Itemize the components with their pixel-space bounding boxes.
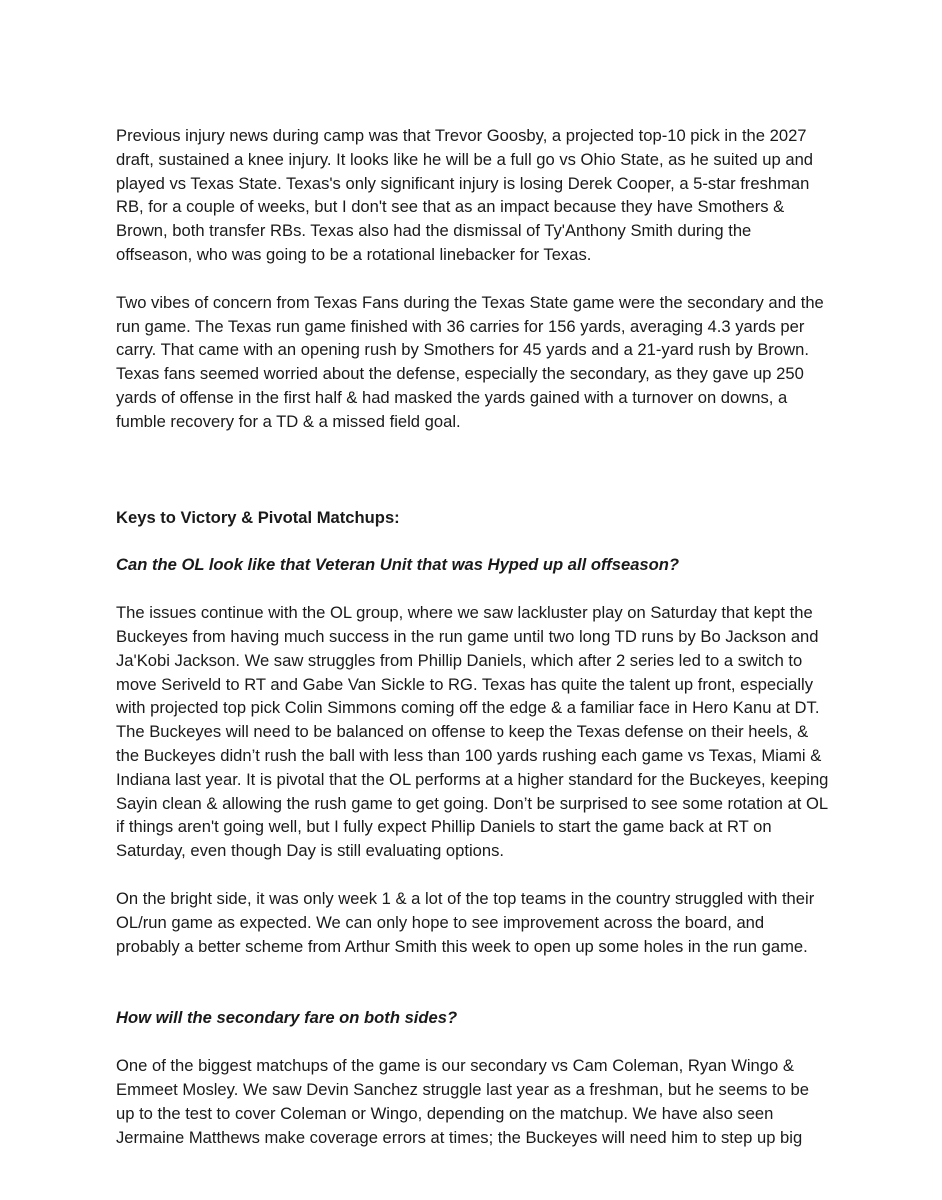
section-heading: Keys to Victory & Pivotal Matchups: [116,507,400,527]
concern-paragraph: Two vibes of concern from Texas Fans during the Texas State game were the secondary and the run game. The Texas run game finished with 36 carries for 156 yards, averaging 4.3 yards per carry. That came with an opening rush by Smothers for 45 yards and a 21-yard rush by Brown. Texas fans seemed worried about the defense, especially the secondary, as they gave up 250 yards of offense in the first half & had masked the yards gained with a turnover on downs, a fumble recovery for a TD & a missed field goal. [116,292,824,431]
secondary-paragraph: One of the biggest matchups of the game is our secondary vs Cam Coleman, Ryan Wingo & Emmeet Mosley. We saw Devin Sanchez struggle last year as a freshman, but he seems to be up to the test to cover Coleman or Wingo, depending on the matchup. We have also seen Jermaine Matthews make coverage errors at times; the Buckeyes will need him to step up big [116,1056,809,1147]
paragraph-spacer [116,577,832,601]
paragraph-spacer [116,529,832,553]
secondary-subheading: How will the secondary fare on both sides? [116,1008,458,1028]
paragraph-spacer [116,267,832,291]
ol-bright-side-paragraph: On the bright side, it was only week 1 & a lot of the top teams in the country struggled with their OL/run game as expected. We can only hope to see improvement across the board, and probably a better scheme from Arthur Smith this week to open up some holes in the run game. [116,888,815,956]
ol-subheading: Can the OL look like that Veteran Unit that was Hyped up all offseason? [116,555,680,575]
ol-paragraph: The issues continue with the OL group, where we saw lackluster play on Saturday that kept the Buckeyes from having much success in the run game until two long TD runs by Bo Jackson and Ja'Kobi Jackson. We saw struggles from Phillip Daniels, which after 2 series led to a switch to move Seriveld to RT and Gabe Van Sickle to RG. Texas has quite the talent up front, especially with projected top pick Colin Simmons coming off the edge & a familiar face in Hero Kanu at DT. The Buckeyes will need to be balanced on offense to keep the Texas defense on their heels, & the Buckeyes didn’t rush the ball with less than 100 yards rushing each game vs Texas, Miami & Indiana last year. It is pivotal that the OL performs at a higher standard for the Buckeyes, keeping Sayin clean & allowing the rush game to get going. Don’t be surprised to see some rotation at OL if things aren't going well, but I fully expect Phillip Daniels to start the game back at RT on Saturday, even though Day is still evaluating options. [116,603,829,861]
paragraph-spacer [116,863,832,887]
section-spacer [116,434,832,506]
document-body [116,124,832,1149]
injury-paragraph: Previous injury news during camp was that Trevor Goosby, a projected top-10 pick in the 2027 draft, sustained a knee injury. It looks like he will be a full go vs Ohio State, as he suited up and played vs Texas State. Texas's only significant injury is losing Derek Cooper, a 5-star freshman RB, for a couple of weeks, but I don't see that as an impact because they have Smothers & Brown, both transfer RBs. Texas also had the dismissal of Ty'Anthony Smith during the offseason, who was going to be a rotational linebacker for Texas. [116,126,814,264]
section-spacer [116,958,832,1006]
paragraph-spacer [116,1030,832,1054]
